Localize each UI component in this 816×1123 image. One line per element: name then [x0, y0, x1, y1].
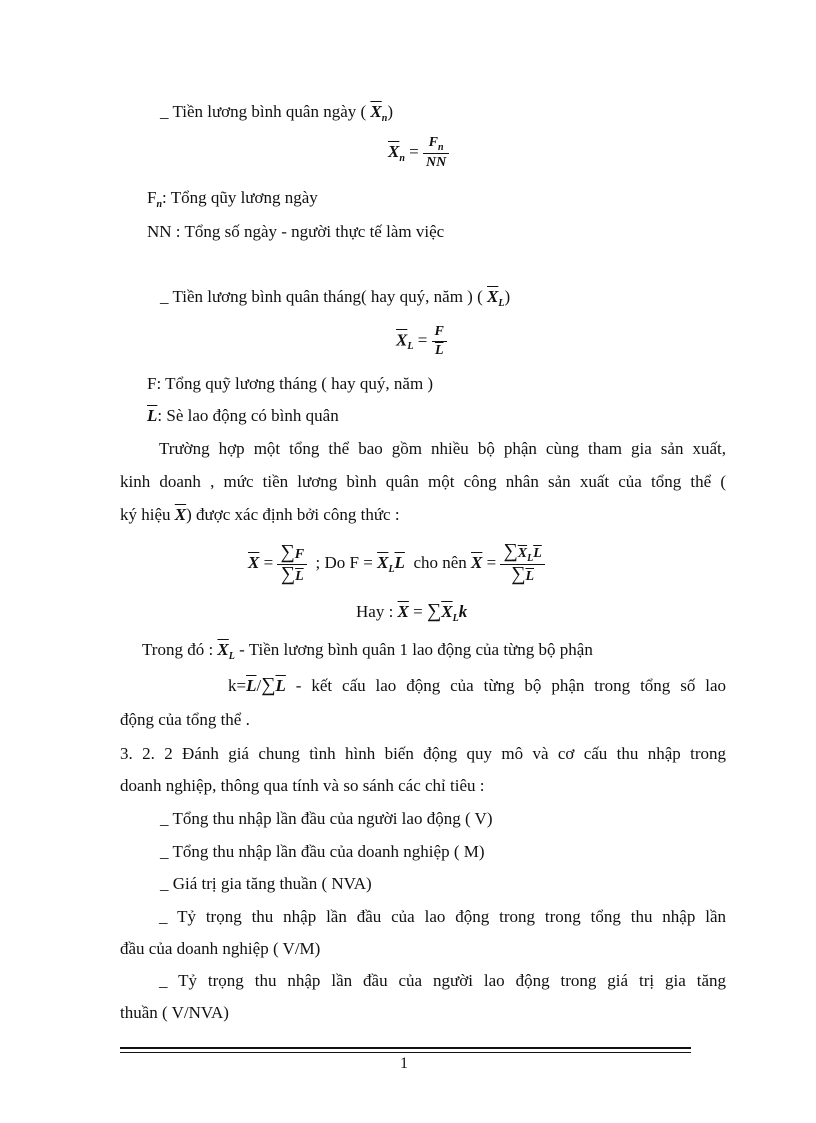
- def-lbar: $\overline{L}$: Sè lao động có bình quân: [147, 406, 339, 425]
- def-nn: NN : Tổng số ngày - người thực tế làm việc: [147, 222, 445, 241]
- def-fn: $F_n$: Tổng qũy lương ngày: [147, 188, 318, 210]
- para-line: ký hiệu $\overline{X}$) được xác định bởi công thức :: [120, 505, 400, 524]
- formula-average-total: $\overline{X}$ = $\frac{\sum F}{\sum\overline{L}}$ ; Do $F = \overline{X}_L\overline{L}$ cho nên $\overline{X}$ = $\frac{\sum\overline{X}_L\overline{L}}{\sum\overline{L}}$: [248, 542, 545, 586]
- formula-monthly-wage: $\overline{X}_L$ = $\frac{F}{L}$: [396, 323, 447, 360]
- para-line: kinh doanh , mức tiền lương bình quân một công nhân sản xuất của tổng thể (: [120, 472, 726, 491]
- list-item-cont: thuần ( V/NVA): [120, 1003, 229, 1022]
- formula-hay: Hay : $\overline{X} = \sum\overline{X}_Lk$: [356, 600, 468, 624]
- formula-daily-wage: $\overline{X}_n$ = $\frac{F_n}{NN}$: [388, 134, 449, 172]
- list-item: _ Tổng thu nhập lần đầu của người lao động ( V): [160, 809, 493, 828]
- heading-daily-wage: _ Tiền lương bình quân ngày ( $\overline{X}_n$): [160, 102, 393, 124]
- fraction: $\frac{\sum F}{\sum\overline{L}}$: [277, 543, 307, 586]
- where-line: Trong đó : $\overline{X}_L$ - Tiền lương bình quân 1 lao động của từng bộ phận: [142, 640, 593, 662]
- section-heading-2: doanh nghiệp, thông qua tính và so sánh các chỉ tiêu :: [120, 776, 485, 795]
- k-line-2: động của tổng thể .: [120, 710, 250, 729]
- para-line: Trường hợp một tổng thể bao gồm nhiều bộ phận cùng tham gia sản xuất,: [159, 439, 726, 458]
- k-line: $k=\overline{L}/\sum\overline{L}$ - kết cấu lao động của từng bộ phận trong tổng số lao: [228, 674, 726, 696]
- list-item: _ Tỷ trọng thu nhập lần đầu của người lao động trong giá trị gia tăng: [159, 971, 726, 990]
- fraction: $\frac{F_n}{NN}$: [423, 134, 449, 172]
- footer-rule: [120, 1047, 691, 1049]
- list-item-cont: đầu của doanh nghiệp ( V/M): [120, 939, 321, 958]
- heading-monthly-wage: _ Tiền lương bình quân tháng( hay quý, năm ) ( $\overline{X}_L$): [160, 287, 511, 309]
- section-heading: 3. 2. 2 Đánh giá chung tình hình biến động quy mô và cơ cấu thu nhập trong: [120, 744, 726, 763]
- page-number: 1: [400, 1055, 408, 1072]
- fraction: $\frac{\sum\overline{X}_L\overline{L}}{\sum\overline{L}}$: [500, 542, 544, 586]
- list-item: _ Giá trị gia tăng thuần ( NVA): [160, 874, 372, 893]
- list-item: _ Tỷ trọng thu nhập lần đầu của lao động trong trong tổng thu nhập lần: [159, 907, 726, 926]
- list-item: _ Tổng thu nhập lần đầu của doanh nghiệp ( M): [160, 842, 485, 861]
- def-f: F: Tổng quỹ lương tháng ( hay quý, năm ): [147, 374, 434, 393]
- fraction: $\frac{F}{L}$: [432, 323, 447, 360]
- footer-rule: [120, 1052, 691, 1053]
